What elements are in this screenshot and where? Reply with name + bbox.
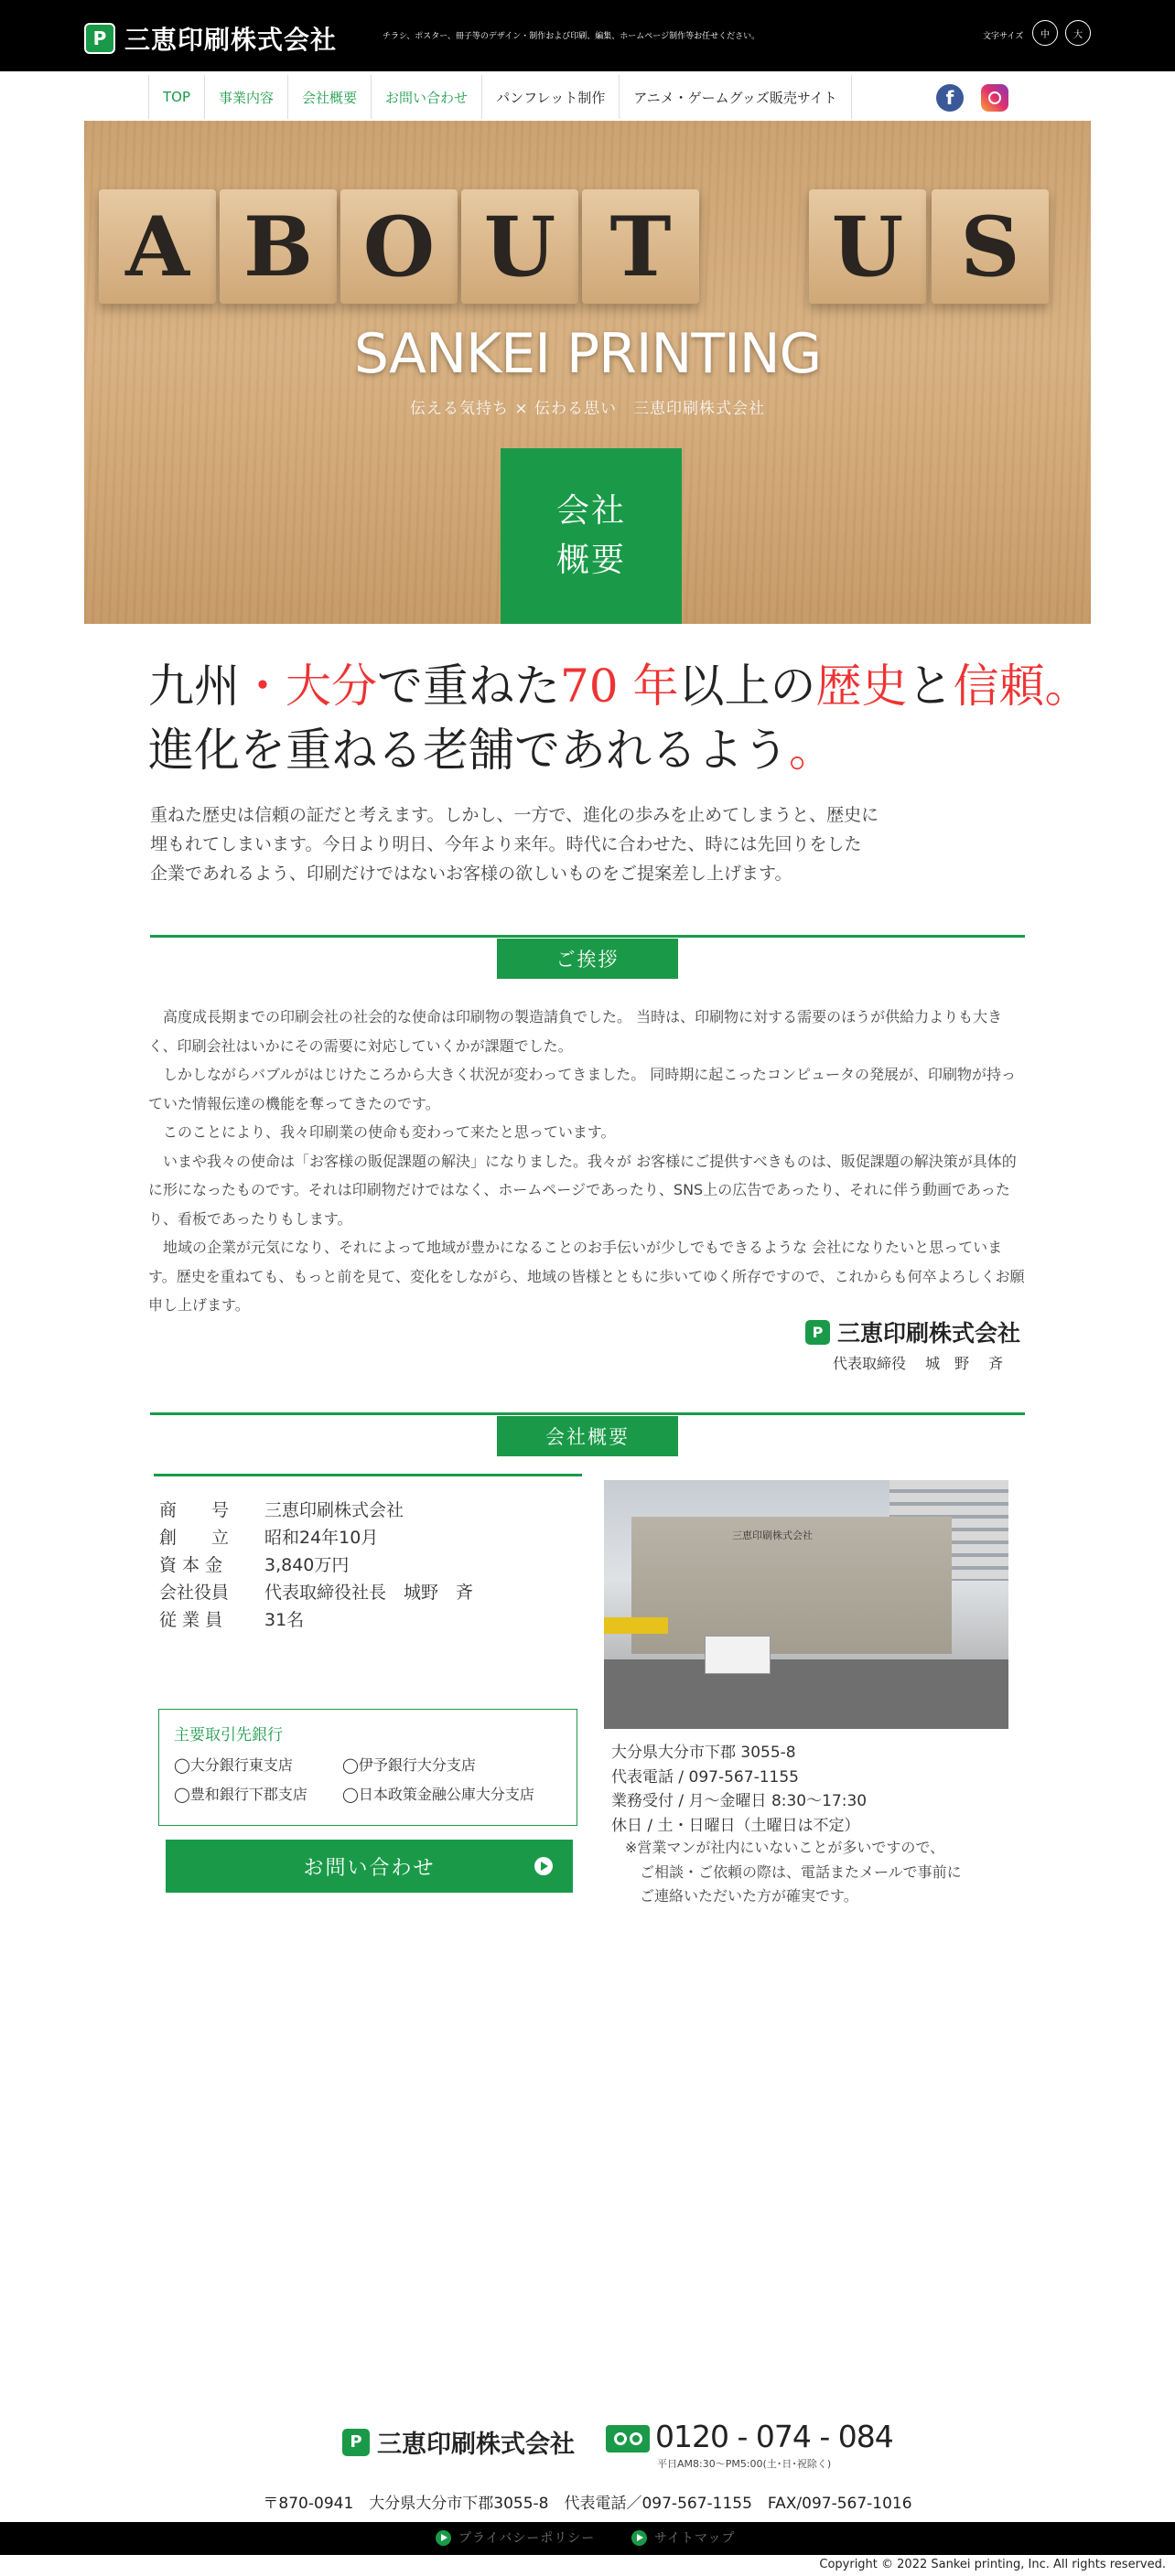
profile-row: 創 立 昭和24年10月 [159,1528,379,1548]
letter-block: S [932,189,1049,304]
contact-button-label: お問い合わせ [303,1856,436,1880]
greeting-heading: ご挨拶 [497,939,678,979]
footer-address: 〒870-0941 大分県大分市下郡3055-8 代表電話／097-567-1155 FAX/097-567-1016 [263,2495,912,2513]
greeting-paragraph: 高度成長期までの印刷会社の社会的な使命は印刷物の製造請負でした。 当時は、印刷物に対する需要のほうが供給力よりも大きく、印刷会社はいかにその需要に対応していくかが課題でした。 [148,1008,1003,1055]
company-building-photo [604,1480,1008,1729]
logo-mark-icon: P [84,23,115,54]
main-nav [148,75,852,119]
address-line: 休日 / 土・日曜日（土曜日は不定） [611,1816,860,1835]
bank-item: ◯日本政策金融公庫大分支店 [342,1786,534,1803]
logo-text: 三恵印刷株式会社 [124,25,338,55]
address-line: 業務受付 / 月〜金曜日 8:30〜17:30 [611,1792,868,1810]
greeting-paragraph: 地域の企業が元気になり、それによって地域が豊かになることのお手伝いが少しでもできるような 会社になりたいと思っています。歴史を重ねても、もっと前を見て、変化をしながら、地域の皆様とともに歩いてゆく所存ですので、これからも何卒よろしくお願申し上げます。 [148,1239,1025,1314]
bank-item: ◯大分銀行東支店 [174,1756,293,1774]
bank-item: ◯豊和銀行下郡支店 [174,1786,307,1803]
note-line: ご連絡いただいた方が確実です。 [625,1887,858,1905]
header-tagline: チラシ、ポスター、冊子等のデザイン・制作および印刷、編集、ホームページ制作等お任せください。 [383,32,760,41]
hero-label-line1: 会社 [555,492,626,530]
greeting-paragraph: このことにより、我々印刷業の使命も変わって来たと思っています。 [163,1123,616,1141]
play-icon [631,2530,647,2546]
nav-item-business[interactable]: 事業内容 [204,75,287,119]
letter-block: T [582,189,699,304]
nav-item-goods-site[interactable]: アニメ・ゲームグッズ販売サイト [619,75,851,119]
instagram-icon[interactable] [981,84,1008,112]
contact-button[interactable] [166,1840,573,1893]
profile-divider [154,1474,582,1476]
font-size-large-button[interactable]: 大 [1065,20,1091,46]
letter-block: U [809,189,926,304]
note-line: ご相談・ご依頼の際は、電話またメールで事前に [625,1862,962,1881]
photo-truck [705,1636,771,1674]
nav-item-pamphlet[interactable]: パンフレット制作 [481,75,619,119]
photo-yellow-banner [604,1617,668,1634]
sitemap-link[interactable] [631,2528,735,2547]
footer-logo[interactable] [342,2424,575,2460]
note-line: ※営業マンが社内にいないことが多いですので、 [625,1839,945,1856]
profile-row: 商 号 三恵印刷株式会社 [159,1500,404,1520]
intro-line: 埋もれてしまいます。今日より明日、今年より来年。時代に合わせた、時には先回りをした [150,834,862,854]
play-icon [436,2530,451,2546]
letter-block: A [99,189,216,304]
site-logo[interactable] [84,20,337,57]
greeting-paragraph: しかしながらバブルがはじけたころから大きく状況が変わってきました。 同時期に起こったコンピュータの発展が、印刷物が持っていた情報伝達の機能を奪ってきたのです。 [148,1066,1016,1112]
signature-company: 三恵印刷株式会社 [837,1320,1021,1347]
logo-mark-icon: P [805,1320,830,1345]
privacy-policy-link[interactable] [436,2528,595,2547]
greeting-body [148,1003,1029,1320]
catch-line-1: 九州・大分で重ねた70 年以上の歴史と信頼。 [148,660,1091,713]
hero-title: SANKEI PRINTING [353,322,822,386]
profile-row: 従 業 員 31名 [159,1610,305,1630]
signature-logo [805,1315,1020,1348]
hero-subtitle: 伝える気持ち × 伝わる思い 三恵印刷株式会社 [409,400,766,418]
banks-title: 主要取引先銀行 [174,1726,283,1744]
profile-row: 資 本 金 3,840万円 [159,1555,350,1575]
photo-building [631,1517,952,1654]
freedial-hours: 平日AM8:30〜PM5:00(土･日･祝除く) [657,2458,832,2470]
catch-line-2: 進化を重ねる老舗であれるよう。 [148,724,835,777]
freedial-icon [606,2425,650,2453]
hero-label-line2: 概要 [555,542,626,579]
bank-item: ◯伊予銀行大分支店 [342,1756,476,1774]
photo-sign: 三恵印刷株式会社 [732,1530,813,1541]
contact-note [625,1836,962,1909]
section-divider [150,1412,1025,1415]
logo-mark-icon: P [342,2429,370,2456]
intro-line: 重ねた歴史は信頼の証だと考えます。しかし、一方で、進化の歩みを止めてしまうと、歴史に [150,805,879,825]
nav-item-top[interactable]: TOP [148,75,204,119]
font-size-label: 文字サイズ [983,32,1024,41]
letter-block: O [340,189,458,304]
profile-row: 会社役員 代表取締役社長 城野 斉 [159,1583,474,1603]
site-header [0,0,1175,71]
section-divider [150,935,1025,938]
address-line: 代表電話 / 097-567-1155 [611,1767,799,1787]
intro-text [150,800,879,888]
arrow-right-icon [534,1857,553,1875]
banks-box [158,1709,577,1826]
footer-logo-text: 三恵印刷株式会社 [377,2431,575,2459]
signature-name: 代表取締役 城 野 斉 [833,1355,1004,1372]
instagram-lens-icon [988,91,1001,104]
address-line: 大分県大分市下郡 3055-8 [611,1744,796,1762]
footer-link-label: プライバシーポリシー [458,2531,596,2546]
greeting-paragraph: いまや我々の使命は「お客様の販促課題の解決」になりました。我々が お客様にご提供すべきものは、販促課題の解決策が具体的に形になったものです。それは印刷物だけではなく、ホームページであったり、SNS上の広告であったり、それに伴う動画であったり、看板であったりもします。 [148,1152,1017,1228]
company-address [611,1741,867,1838]
hero-banner [84,121,1091,624]
catch-copy [148,654,1091,782]
footer-link-label: サイトマップ [654,2531,736,2546]
freedial-number[interactable]: 0120 - 074 - 084 [655,2419,893,2454]
letter-block: B [220,189,337,304]
nav-item-company[interactable]: 会社概要 [287,75,371,119]
letter-block: U [461,189,578,304]
profile-table [159,1497,473,1634]
intro-line: 企業であれるよう、印刷だけではないお客様の欲しいものをご提案差し上げます。 [150,864,792,884]
profile-heading: 会社概要 [497,1416,678,1456]
photo-road [604,1659,1008,1729]
facebook-icon[interactable]: f [936,84,964,112]
copyright: Copyright © 2022 Sankei printing, Inc. All rights reserved. [819,2558,1166,2571]
hero-page-label [501,448,682,624]
font-size-medium-button[interactable]: 中 [1032,20,1058,46]
nav-item-contact[interactable]: お問い合わせ [371,75,481,119]
